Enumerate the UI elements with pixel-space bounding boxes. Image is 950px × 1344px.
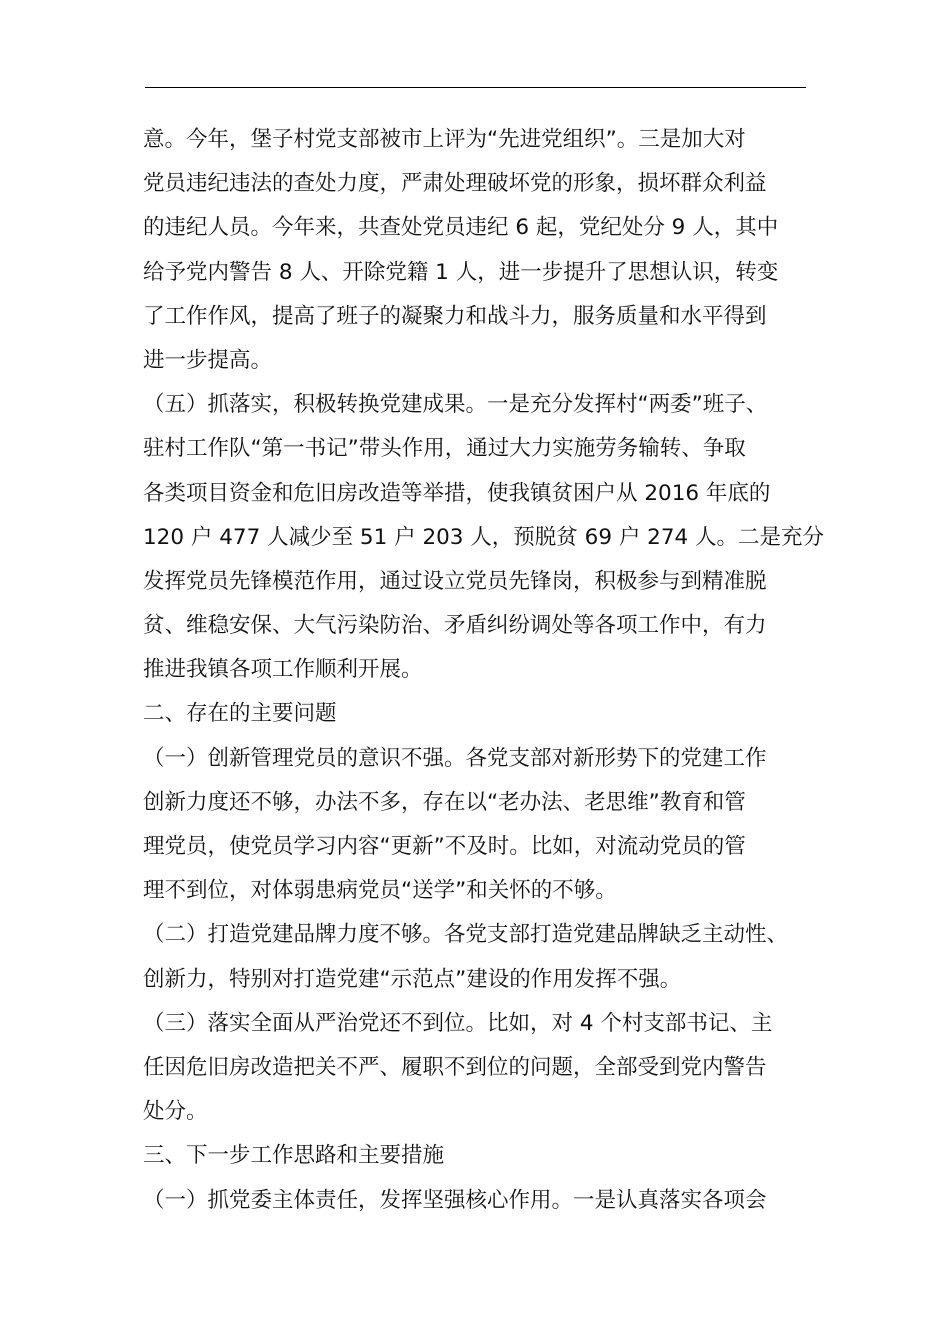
text-line: 理党员，使党员学习内容“更新”不及时。比如，对流动党员的管 xyxy=(143,834,746,859)
text-line: （二）打造党建品牌力度不够。各党支部打造党建品牌缺乏主动性、 xyxy=(143,922,789,948)
text-line: 的违纪人员。今年来，共查处党员违纪 6 起，党纪处分 9 人，其中 xyxy=(143,215,779,241)
text-line: 创新力，特别对打造党建“示范点”建设的作用发挥不强。 xyxy=(143,966,682,992)
text-line: 党员违纪违法的查处力度，严肃处理破坏党的形象，损坏群众利益 xyxy=(143,171,767,197)
text-line: （五）抓落实，积极转换党建成果。一是充分发挥村“两委”班子、 xyxy=(143,392,768,418)
text-line: 任因危旧房改造把关不严、履职不到位的问题，全部受到党内警告 xyxy=(143,1054,767,1080)
text-line: 意。今年，堡子村党支部被市上评为“先进党组织”。三是加大对 xyxy=(143,127,746,152)
text-line: 贫、维稳安保、大气污染防治、矛盾纠纷调处等各项工作中，有力 xyxy=(143,613,767,639)
text-line: 发挥党员先锋模范作用，通过设立党员先锋岗，积极参与到精准脱 xyxy=(143,568,767,594)
text-line: 给予党内警告 8 人、开除党籍 1 人，进一步提升了思想认识，转变 xyxy=(143,259,779,285)
header-rule xyxy=(145,87,806,88)
text-line: 120 户 477 人减少至 51 户 203 人，预脱贫 69 户 274 人。二是充分 xyxy=(143,524,825,550)
section-heading: 二、存在的主要问题 xyxy=(143,701,337,727)
text-line: 进一步提高。 xyxy=(143,347,273,373)
text-line: 了工作作风，提高了班子的凝聚力和战斗力，服务质量和水平得到 xyxy=(143,303,767,329)
body-text xyxy=(143,118,825,1223)
text-line: 创新力度还不够，办法不多，存在以“老办法、老思维”教育和管 xyxy=(143,789,746,815)
section-heading: 三、下一步工作思路和主要措施 xyxy=(143,1143,445,1169)
text-line: 驻村工作队“第一书记”带头作用，通过大力实施劳务输转、争取 xyxy=(143,436,746,462)
text-line: 处分。 xyxy=(143,1099,208,1125)
text-line: （一）抓党委主体责任，发挥坚强核心作用。一是认真落实各项会 xyxy=(143,1187,767,1213)
text-line: （一）创新管理党员的意识不强。各党支部对新形势下的党建工作 xyxy=(143,745,767,771)
text-line: 理不到位，对体弱患病党员“送学”和关怀的不够。 xyxy=(143,878,617,904)
text-line: 推进我镇各项工作顺利开展。 xyxy=(143,657,423,683)
text-line: （三）落实全面从严治党还不到位。比如，对 4 个村支部书记、主 xyxy=(143,1010,773,1036)
text-line: 各类项目资金和危旧房改造等举措，使我镇贫困户从 2016 年底的 xyxy=(143,480,771,506)
